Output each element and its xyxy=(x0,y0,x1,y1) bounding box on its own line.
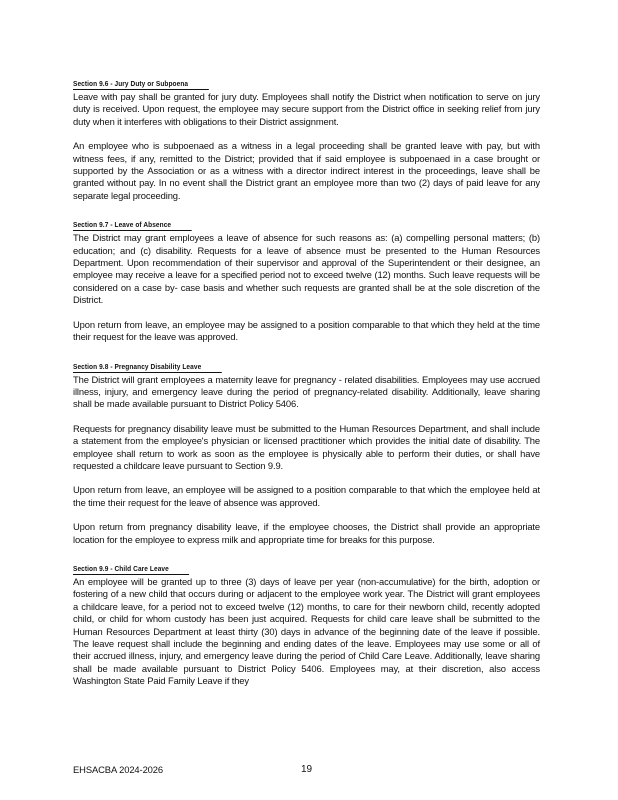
paragraph: Requests for pregnancy disability leave must be submitted to the Human Resources Department, and shall include a statement from the employee's physician or licensed practitioner which provides the initial date of disability. The employee shall return to work as soon as the employee is physically able to perform their duties, or shall have requested a childcare leave pursuant to Section 9.9. xyxy=(73,422,540,471)
paragraph: An employee who is subpoenaed as a witness in a legal proceeding shall be granted leave with pay, but with witness fees, if any, remitted to the District; provided that if said employee is subpoenaed in a case brought or supported by the Association or as a witness with a director indirect interest in the proceedings, leave shall be granted without pay. In no event shall the District grant an employee more than two (2) days of paid leave for any separate legal proceeding. xyxy=(73,140,540,201)
section-9-9 xyxy=(73,558,540,688)
paragraph: Upon return from pregnancy disability leave, if the employee chooses, the District shall provide an appropriate location for the employee to express milk and appropriate time for breaks for this purpose. xyxy=(73,521,540,545)
section-heading: Section 9.8 - Pregnancy Disability Leave xyxy=(73,362,222,373)
paragraph: Upon return from leave, an employee may be assigned to a position comparable to that which they held at the time their request for the leave was approved. xyxy=(73,318,540,343)
paragraph: An employee will be granted up to three (3) days of leave per year (non-accumulative) for the birth, adoption or fostering of a new child that occurs during or adjacent to the employee work year. The District will grant employees a childcare leave, for a period not to exceed twelve (12) months, to care for their newborn child, recently adopted child, or child for whom custody has been just acquired. Requests for child care leave shall be submitted to the Human Resources Department at least thirty (30) days in advance of the beginning date of the leave if possible. The leave request shall include the beginning and ending dates of the leave. Employees may use some or all of their accrued illness, injury, and emergency leave during the period of Child Care Leave. Additionally, leave sharing shall be made available pursuant to District Policy 5406. Employees may, at their discretion, also access Washington State Paid Family Leave if they xyxy=(73,575,540,687)
paragraph: Upon return from leave, an employee will be assigned to a position comparable to that which the employee held at the time their request for the leave of absence was approved. xyxy=(73,484,540,508)
section-heading: Section 9.6 - Jury Duty or Subpoena xyxy=(73,79,209,90)
section-heading: Section 9.7 - Leave of Absence xyxy=(73,220,192,231)
section-9-6 xyxy=(73,73,540,202)
paragraph: The District will grant employees a maternity leave for pregnancy - related disabilities. Employees may use accrued illness, injury, and emergency leave during the period of pregnancy-related disability. Additionally, leave sharing shall be made available pursuant to District Policy 5406. xyxy=(73,373,540,410)
section-9-7 xyxy=(73,214,540,343)
document-page xyxy=(73,73,540,688)
paragraph: The District may grant employees a leave of absence for such reasons as: (a) compelling personal matters; (b) education; and (c) disability. Requests for a leave of absence must be presented to the Human Resources Department. Upon recommendation of their supervisor and approval of the Superintendent or their designee, an employee may receive a leave for a specified period not to exceed twelve (12) months. Such leave requests will be considered on a case by- case basis and whether such requests are granted shall be at the sole discretion of the District. xyxy=(73,232,540,306)
paragraph: Leave with pay shall be granted for jury duty. Employees shall notify the District when notification to serve on jury duty is received. Upon request, the employee may secure support from the District office in seeking relief from jury duty when it interferes with obligations to their District assignment. xyxy=(73,91,540,127)
footer-doc-label: EHSACBA 2024-2026 xyxy=(73,764,164,775)
section-heading: Section 9.9 - Child Care Leave xyxy=(73,564,190,575)
section-9-8 xyxy=(73,356,540,546)
footer-page-number: 19 xyxy=(301,764,313,775)
